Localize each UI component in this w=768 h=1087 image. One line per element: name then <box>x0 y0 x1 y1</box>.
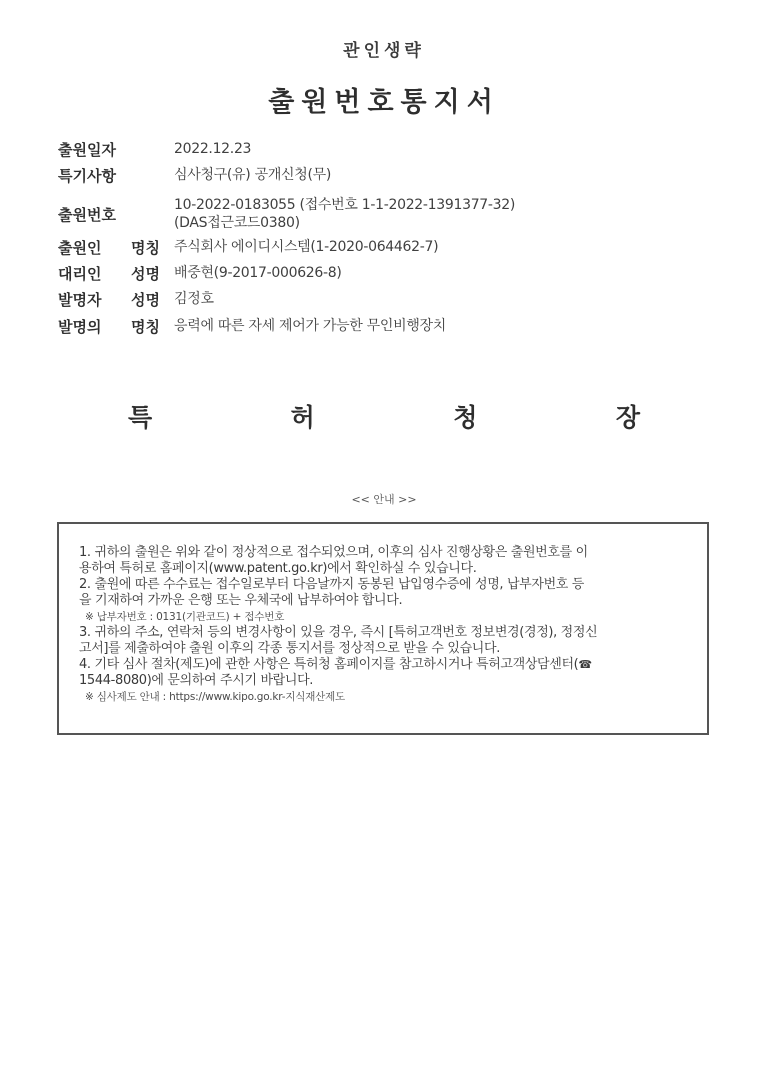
guide-item-3-line-1: 3. 귀하의 주소, 연락처 등의 변경사항이 있을 경우, 즉시 [특허고객번호 정보변경(경정), 정정신 <box>79 625 598 640</box>
guide-item-1-line-1: 1. 귀하의 출원은 위와 같이 정상적으로 접수되었으며, 이후의 심사 진행상황은 출원번호를 이 <box>79 545 588 560</box>
info-value: 2022.12.23 <box>174 141 252 157</box>
exam-system-note: ※ 심사제도 안내 : https://www.kipo.go.kr-지식재산제도 <box>85 691 345 703</box>
issuer-char: 청 <box>453 403 478 432</box>
seal-omitted-label: 관인생략 <box>343 41 425 61</box>
guide-box <box>57 522 709 735</box>
info-value: 배중현(9-2017-000626-8) <box>174 265 342 281</box>
info-value: 심사청구(유) 공개신청(무) <box>174 167 332 183</box>
info-value: 응력에 따른 자세 제어가 가능한 무인비행장치 <box>174 318 447 334</box>
issuer-signature <box>128 398 640 434</box>
issuer-char: 허 <box>290 403 315 432</box>
guide-item-2-line-2: 을 기재하여 가까운 은행 또는 우체국에 납부하여야 합니다. <box>79 593 403 608</box>
info-label: 특기사항 <box>58 167 116 185</box>
info-label: 출원번호 <box>58 206 116 224</box>
guide-item-4-line-2: 1544-8080)에 문의하여 주시기 바랍니다. <box>79 673 314 688</box>
info-row-applicant <box>58 237 438 258</box>
info-row-application-number <box>58 195 515 232</box>
das-access-code: (DAS접근코드0380) <box>174 215 300 231</box>
info-label: 출원인 명칭 <box>58 239 160 257</box>
guide-heading: << 안내 >> <box>351 493 417 506</box>
info-row-agent <box>58 263 342 284</box>
document-title: 출원번호통지서 <box>268 87 500 118</box>
payer-number-note: ※ 납부자번호 : 0131(기관코드) + 접수번호 <box>85 611 285 623</box>
info-label: 발명자 성명 <box>58 291 160 309</box>
issuer-char: 장 <box>615 403 640 432</box>
guide-item-3-line-2: 고서]를 제출하여야 출원 이후의 각종 통지서를 정상적으로 받을 수 있습니다. <box>79 641 500 656</box>
info-value: 김정호 <box>174 291 214 307</box>
info-label: 출원일자 <box>58 141 116 159</box>
info-row-invention-title <box>58 316 446 337</box>
info-row-inventor <box>58 289 214 310</box>
info-row-filing-date <box>58 139 251 160</box>
info-row-special-notes <box>58 165 331 186</box>
guide-item-1-line-2: 용하여 특허로 홈페이지(www.patent.go.kr)에서 확인하실 수 있습니다. <box>79 561 477 576</box>
info-value <box>174 195 515 232</box>
issuer-char: 특 <box>128 403 153 432</box>
info-label: 발명의 명칭 <box>58 318 160 336</box>
guide-content <box>79 545 691 705</box>
guide-item-2-line-1: 2. 출원에 따른 수수료는 접수일로부터 다음날까지 동봉된 납입영수증에 성명, 납부자번호 등 <box>79 577 585 592</box>
info-label: 대리인 성명 <box>58 265 160 283</box>
info-value: 주식회사 에이디시스템(1-2020-064462-7) <box>174 239 439 255</box>
guide-item-4-line-1: 4. 기타 심사 절차(제도)에 관한 사항은 특허청 홈페이지를 참고하시거나 특허고객상담센터(☎ <box>79 657 592 672</box>
application-number: 10-2022-0183055 (접수번호 1-1-2022-1391377-32) <box>174 197 516 213</box>
telephone-icon: ☎ <box>578 658 592 671</box>
